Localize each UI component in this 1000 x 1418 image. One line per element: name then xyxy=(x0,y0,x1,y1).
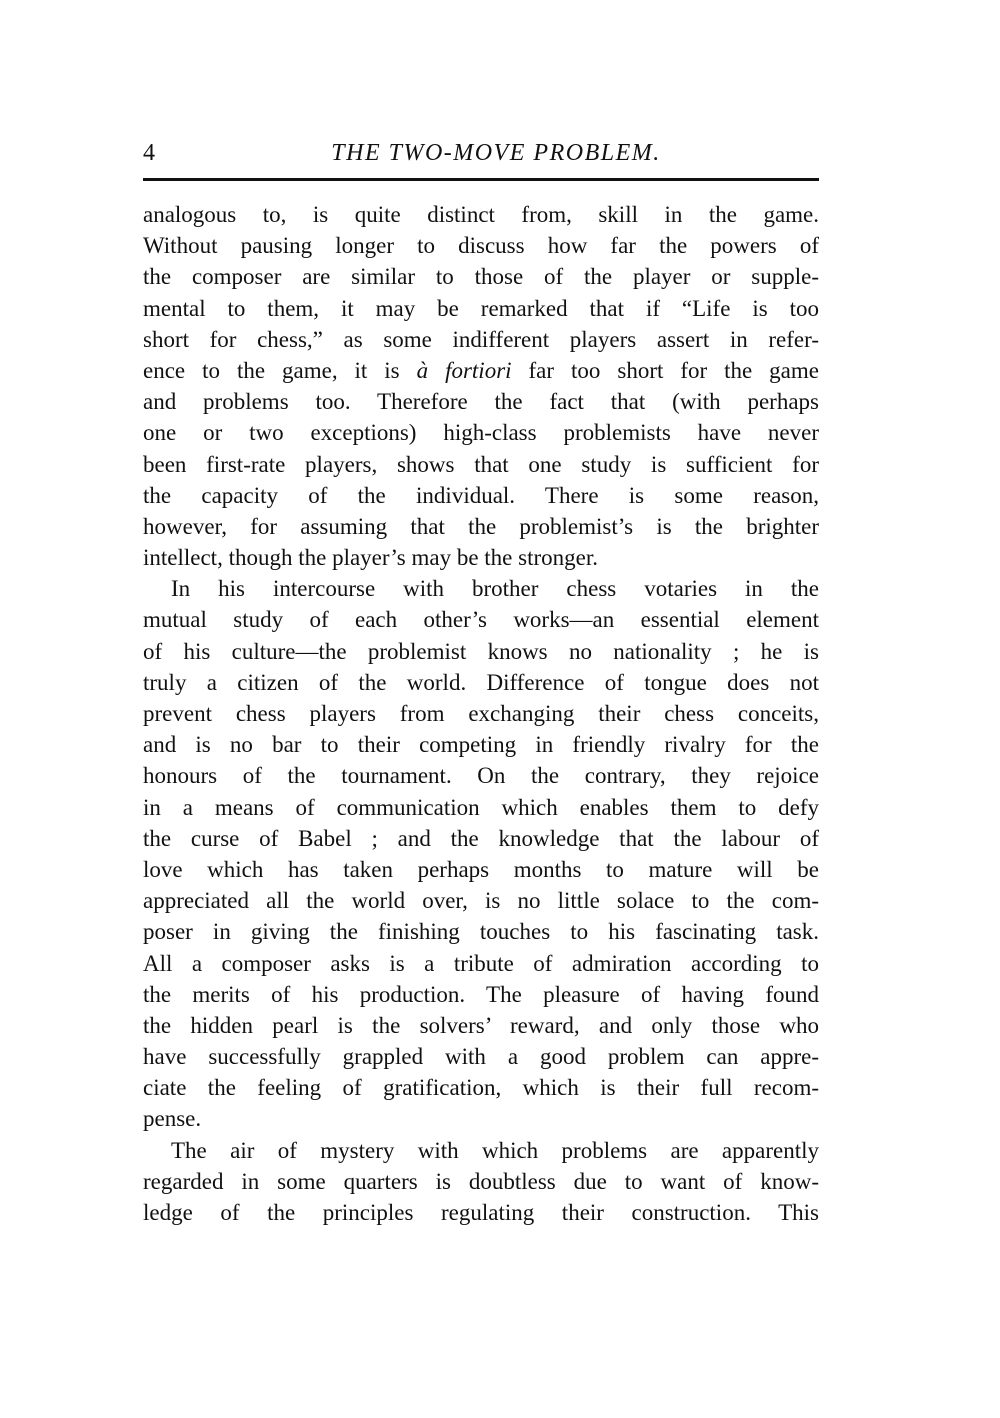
text-segment: ence to the game, it is xyxy=(143,357,400,383)
text-line: the composer are similar to those of the player or supple- xyxy=(143,264,819,290)
text-line: love which has taken perhaps months to mature will be xyxy=(143,856,819,882)
text-line: of his culture—the problemist knows no nationality ; he is xyxy=(143,638,819,664)
paragraph-start-line: In his intercourse with brother chess votaries in the xyxy=(171,576,819,602)
text-line: mental to them, it may be remarked that if “Life is too xyxy=(143,295,819,321)
italic-phrase: à fortiori xyxy=(416,357,512,383)
text-line: ledge of the principles regulating their construction. This xyxy=(143,1200,819,1225)
text-line: mutual study of each other’s works—an essential element xyxy=(143,607,819,633)
text-line: one or two exceptions) high-class problemists have never xyxy=(143,420,819,446)
paragraph-start-line: The air of mystery with which problems are apparently xyxy=(171,1137,819,1163)
text-line: ciate the feeling of gratification, which is their full recom- xyxy=(143,1075,819,1101)
page-header xyxy=(143,134,819,174)
text-line: poser in giving the finishing touches to his fascinating task. xyxy=(143,919,819,945)
text-line: pense. xyxy=(143,1106,202,1132)
text-line: short for chess,” as some indifferent players assert in refer- xyxy=(143,326,819,352)
text-segment: far too short for the game xyxy=(528,357,819,383)
text-line: however, for assuming that the problemist’s is the brighter xyxy=(143,513,819,539)
text-line: appreciated all the world over, is no little solace to the com- xyxy=(143,888,819,914)
text-line: truly a citizen of the world. Difference of tongue does not xyxy=(143,669,819,695)
body-text xyxy=(143,199,819,1228)
text-line: been first-rate players, shows that one study is sufficient for xyxy=(143,451,819,477)
text-line: regarded in some quarters is doubtless due to want of know- xyxy=(143,1168,819,1194)
text-line: prevent chess players from exchanging their chess conceits, xyxy=(143,701,819,726)
page-number: 4 xyxy=(143,140,155,166)
text-line: honours of the tournament. On the contrary, they rejoice xyxy=(143,763,819,789)
text-line: All a composer asks is a tribute of admiration according to xyxy=(143,950,819,976)
text-line: and is no bar to their competing in friendly rivalry for the xyxy=(143,732,819,758)
text-line: have successfully grappled with a good problem can appre- xyxy=(143,1044,819,1070)
text-line: and problems too. Therefore the fact that (with perhaps xyxy=(143,389,819,415)
running-title: THE TWO-MOVE PROBLEM. xyxy=(331,140,661,166)
text-line: the capacity of the individual. There is some reason, xyxy=(143,482,819,508)
text-line: the merits of his production. The pleasure of having found xyxy=(143,981,819,1007)
text-line: the hidden pearl is the solvers’ reward, and only those who xyxy=(143,1012,819,1038)
text-line: Without pausing longer to discuss how far the powers of xyxy=(143,233,819,259)
text-line: intellect, though the player’s may be the stronger. xyxy=(143,545,598,571)
text-line: in a means of communication which enables them to defy xyxy=(143,794,819,820)
header-rule xyxy=(143,178,819,181)
text-line: the curse of Babel ; and the knowledge that the labour of xyxy=(143,825,819,851)
text-line: analogous to, is quite distinct from, skill in the game. xyxy=(143,202,819,227)
text-line xyxy=(143,355,819,386)
